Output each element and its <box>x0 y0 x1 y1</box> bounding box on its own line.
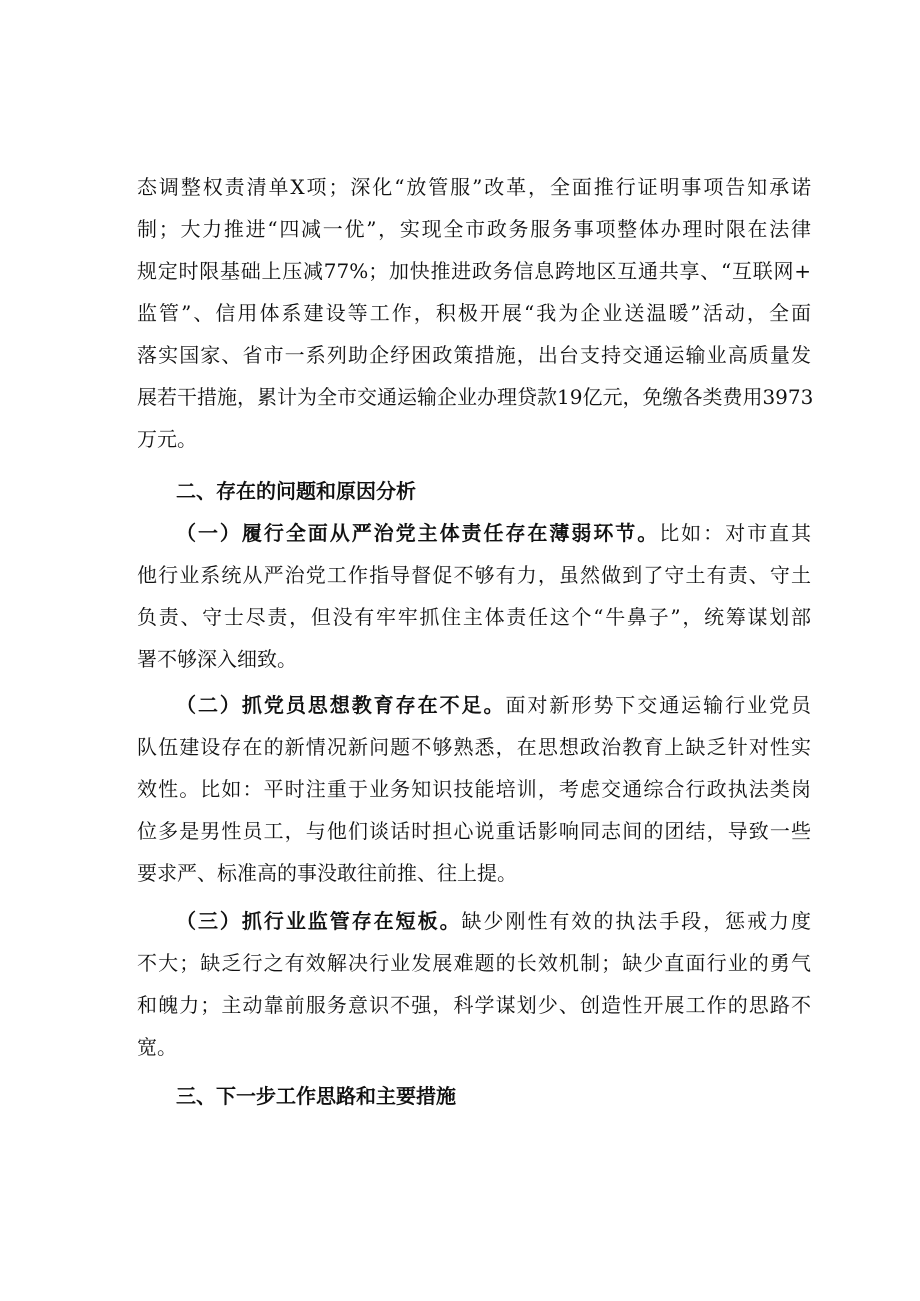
section-heading-next-steps: 三、下一步工作思路和主要措施 <box>176 1084 456 1108</box>
paragraph-line <box>176 516 811 550</box>
section-heading-problems: 二、存在的问题和原因分析 <box>176 479 416 503</box>
paragraph-line: 展若干措施，累计为全市交通运输企业办理贷款19亿元，免缴各类费用3973 <box>137 385 814 409</box>
paragraph-line: 署不够深入细致。 <box>137 647 297 671</box>
paragraph-line: 和魄力；主动靠前服务意识不强，科学谋划少、创造性开展工作的思路不 <box>137 993 811 1017</box>
paragraph-line <box>176 904 811 938</box>
item-title: （三）抓行业监管存在短板。 <box>176 909 462 933</box>
paragraph-line: 落实国家、省市一系列助企纾困政策措施，出台支持交通运输业高质量发 <box>137 343 811 367</box>
paragraph-line: 态调整权责清单X项；深化“放管服”改革，全面推行证明事项告知承诺 <box>137 175 811 199</box>
item-title: （一）履行全面从严治党主体责任存在薄弱环节。 <box>176 521 660 545</box>
paragraph-line: 要求严、标准高的事没敢往前推、往上提。 <box>137 861 517 885</box>
paragraph-line: 位多是男性员工，与他们谈话时担心说重话影响同志间的团结，导致一些 <box>137 819 811 843</box>
paragraph-line: 不大；缺乏行之有效解决行业发展难题的长效机制；缺少直面行业的勇气 <box>137 951 811 975</box>
item-text: 比如：对市直其 <box>659 521 812 545</box>
paragraph-line: 规定时限基础上压减77%；加快推进政务信息跨地区互通共享、“互联网+ <box>137 259 811 283</box>
item-title: （二）抓党员思想教育存在不足。 <box>176 693 506 717</box>
paragraph-line <box>176 688 811 722</box>
paragraph-line: 万元。 <box>137 427 197 451</box>
paragraph-line: 监管”、信用体系建设等工作，积极开展“我为企业送温暖”活动，全面 <box>137 301 811 325</box>
paragraph-line: 宽。 <box>137 1035 177 1059</box>
paragraph-line: 效性。比如：平时注重于业务知识技能培训，考虑交通综合行政执法类岗 <box>137 777 811 801</box>
paragraph-line: 队伍建设存在的新情况新问题不够熟悉，在思想政治教育上缺乏针对性实 <box>137 735 811 759</box>
paragraph-line: 他行业系统从严治党工作指导督促不够有力，虽然做到了守土有责、守土 <box>137 563 811 587</box>
item-text: 面对新形势下交通运输行业党员 <box>505 693 812 717</box>
item-text: 缺少刚性有效的执法手段，惩戒力度 <box>461 909 812 933</box>
paragraph-line: 制；大力推进“四减一优”，实现全市政务服务事项整体办理时限在法律 <box>137 217 811 241</box>
paragraph-line: 负责、守士尽责，但没有牢牢抓住主体责任这个“牛鼻子”，统筹谋划部 <box>137 605 811 629</box>
